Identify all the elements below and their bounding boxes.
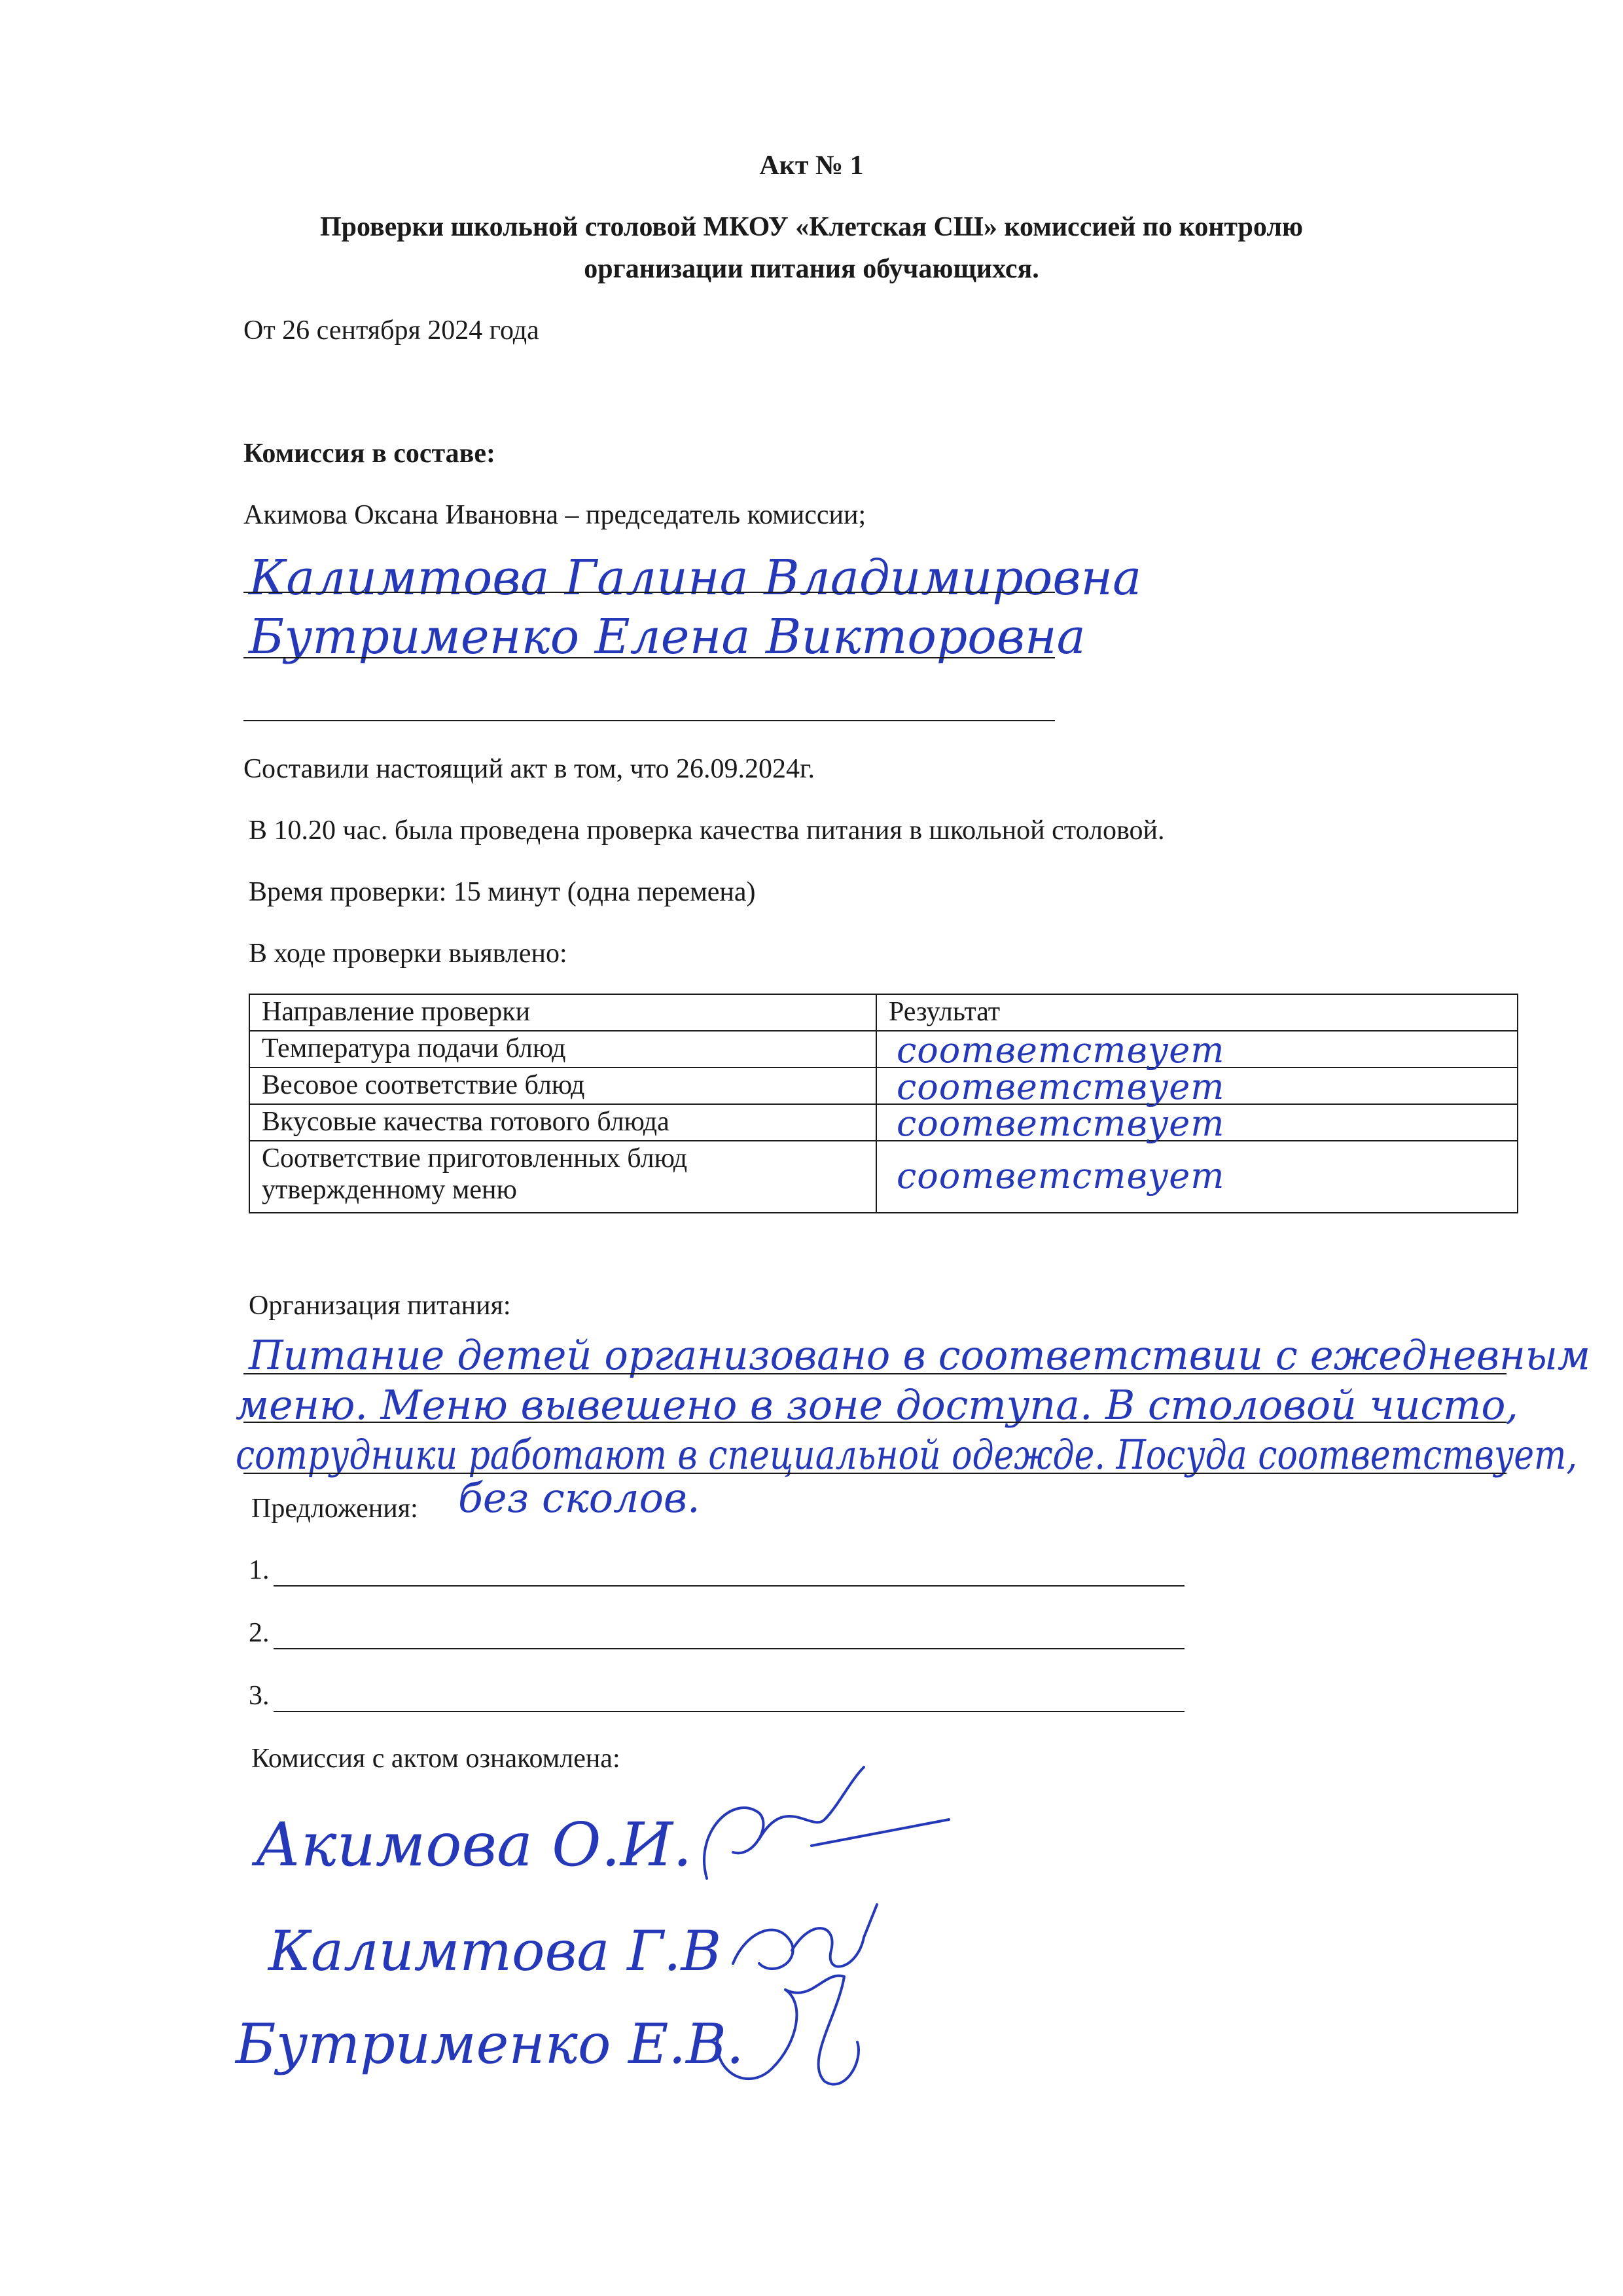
member2-handwritten-text: Бутрименко Елена Викторовна [249,609,1086,665]
row-result-cell [876,1066,1518,1107]
member1-handwriting [242,537,1142,615]
table-row [249,1141,1518,1213]
member2-handwriting [242,601,1093,673]
organization-handwritten-line2: меню. Меню вывешено в зоне доступа. В столовой чисто, [236,1381,1518,1429]
table-row [249,1031,1518,1067]
signature-2-name: Калимтова Г.В [268,1919,722,1983]
member2-underline [243,657,1055,658]
row-result-handwritten: соответствует [897,1155,1225,1196]
organization-handwritten-line3: сотрудники работают в специальной одежде. Посуда соответствует, [236,1431,1577,1479]
suggestions-heading: Предложения: [251,1494,418,1524]
document-subtitle-line2: организации питания обучающихся. [584,254,1039,284]
suggestion-item-1-line [274,1585,1185,1587]
member3-underline [243,720,1055,721]
time-check-text: В 10.20 час. была проведена проверка качества питания в школьной столовой. [249,816,1165,846]
suggestion-item-1-number: 1. [249,1555,270,1585]
organization-heading: Организация питания: [249,1291,511,1321]
row-result-handwritten: соответствует [897,1103,1225,1144]
table-header-row [249,994,1518,1031]
row-result-cell [876,1030,1518,1071]
organization-handwritten-line1: Питание детей организовано в соответствии с ежедневным [248,1331,1590,1379]
document-title: Акт № 1 [759,151,864,181]
signature-3-mark [717,1976,859,2085]
signature-2-mark [733,1905,877,1969]
table-row [249,1067,1518,1104]
duration-text: Время проверки: 15 минут (одна перемена) [249,877,756,907]
row-direction: Вкусовые качества готового блюда [249,1104,876,1141]
suggestion-item-3-line [274,1711,1185,1712]
suggestion-item-3-number: 3. [249,1681,270,1711]
member1-underline [243,592,1055,593]
organization-handwriting [236,1329,1603,1525]
organization-underline1 [243,1373,1507,1374]
organization-handwritten-line4: без сколов. [458,1474,700,1522]
member1-handwritten-text: Калимтова Галина Владимировна [249,550,1142,606]
commission-heading: Комиссия в составе: [243,439,495,469]
row-result-cell [876,1141,1518,1213]
organization-underline2 [243,1422,1507,1423]
suggestion-item-2-line [274,1648,1185,1649]
suggestion-item-2-number: 2. [249,1618,270,1648]
row-direction-line2: утвержденному меню [262,1175,517,1206]
table-header-result: Результат [876,994,1518,1031]
signature-1-name: Акимова О.И. [255,1810,692,1880]
document-subtitle-line1: Проверки школьной столовой МКОУ «Клетская СШ» комиссией по контролю [319,212,1304,242]
document-date: От 26 сентября 2024 года [243,315,539,346]
row-result-handwritten: соответствует [897,1030,1225,1071]
organization-underline3 [243,1473,1507,1474]
checks-table [249,994,1518,1213]
acknowledgment-heading: Комиссия с актом ознакомлена: [251,1744,620,1774]
compiled-text: Составили настоящий акт в том, что 26.09.2024г. [243,754,815,784]
acknowledgment-signatures [236,1754,1021,2108]
row-direction [249,1141,876,1213]
signature-1-mark [704,1767,949,1878]
commission-chair: Акимова Оксана Ивановна – председатель комиссии; [243,500,866,530]
row-direction: Температура подачи блюд [249,1031,876,1067]
row-result-cell [876,1103,1518,1144]
row-direction: Весовое соответствие блюд [249,1067,876,1104]
row-direction-line1: Соответствие приготовленных блюд [262,1143,688,1174]
table-row [249,1104,1518,1141]
row-result-handwritten: соответствует [897,1066,1225,1107]
table-header-direction: Направление проверки [249,994,876,1031]
signature-3-name: Бутрименко Е.В. [236,2012,744,2076]
revealed-text: В ходе проверки выявлено: [249,939,567,969]
